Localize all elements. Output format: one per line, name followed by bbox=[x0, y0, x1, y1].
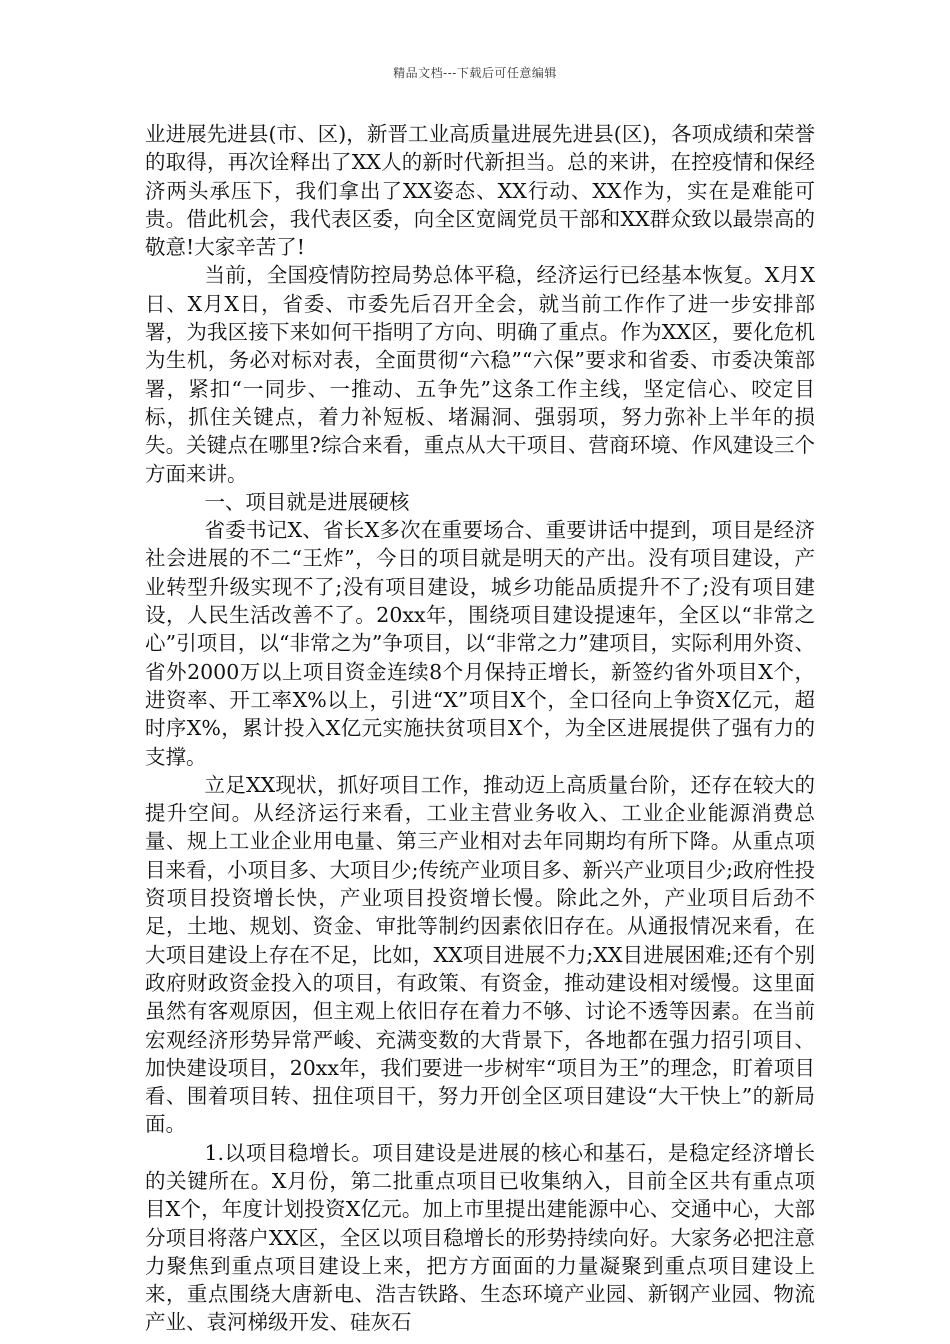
page-header: 精品文档---下载后可任意编辑 bbox=[393, 66, 557, 80]
document-body bbox=[145, 120, 815, 1337]
paragraph-2: 当前，全国疫情防控局势总体平稳，经济运行已经基本恢复。X月X日、X月X日，省委、市委先后召开全会，就当前工作作了进一步安排部署，为我区接下来如何干指明了方向、明确了重点。作为XX区，要化危机为生机，务必对标对表，全面贯彻“六稳”“六保”要求和省委、市委决策部署，紧扣“一同步、一推动、五争先”这条工作主线，坚定信心、咬定目标，抓住关键点，着力补短板、堵漏洞、强弱项，努力弥补上半年的损失。关键点在哪里?综合来看，重点从大干项目、营商环境、作风建设三个方面来讲。 bbox=[145, 263, 815, 486]
paragraph-1: 业进展先进县(市、区)，新晋工业高质量进展先进县(区)，各项成绩和荣誉的取得，再次诠释出了XX人的新时代新担当。总的来讲，在控疫情和保经济两头承压下，我们拿出了XX姿态、XX行动、XX作为，实在是难能可贵。借此机会，我代表区委，向全区宽阔党员干部和XX群众致以最崇高的敬意!大家辛苦了! bbox=[145, 122, 815, 260]
section-heading: 一、项目就是进展硬核 bbox=[204, 489, 410, 514]
paragraph-5: 1.以项目稳增长。项目建设是进展的核心和基石，是稳定经济增长的关键所在。X月份，第二批重点项目已收集纳入，目前全区共有重点项目X个，年度计划投资X亿元。加上市里提出建能源中心、交通中心，大部分项目将落户XX区，全区以项目稳增长的形势持续向好。大家务必把注意力聚焦到重点项目建设上来，把方方面面的力量凝聚到重点项目建设上来，重点围绕大唐新电、浩吉铁路、生态环境产业园、新钢产业园、物流产业、袁河梯级开发、硅灰石 bbox=[145, 1140, 815, 1335]
paragraph-4: 立足XX现状，抓好项目工作，推动迈上高质量台阶，还存在较大的提升空间。从经济运行来看，工业主营业务收入、工业企业能源消费总量、规上工业企业用电量、第三产业相对去年同期均有所下降。从重点项目来看，小项目多、大项目少;传统产业项目多、新兴产业项目少;政府性投资项目投资增长快，产业项目投资增长慢。除此之外，产业项目后劲不足，土地、规划、资金、审批等制约因素依旧存在。从通报情况来看，在大项目建设上存在不足，比如，XX项目进展不力;XX目进展困难;还有个别政府财政资金投入的项目，有政策、有资金，推动建设相对缓慢。这里面虽然有客观原因，但主观上依旧存在着力不够、讨论不透等因素。在当前宏观经济形势异常严峻、充满变数的大背景下，各地都在强力招引项目、加快建设项目，20xx年，我们要进一步树牢“项目为王”的理念，盯着项目看、围着项目转、扭住项目干，努力开创全区项目建设“大干快上”的新局面。 bbox=[145, 772, 815, 1137]
paragraph-3: 省委书记X、省长X多次在重要场合、重要讲话中提到，项目是经济社会进展的不二“王炸”，今日的项目就是明天的产出。没有项目建设，产业转型升级实现不了;没有项目建设，城乡功能品质提升不了;没有项目建设，人民生活改善不了。20xx年，围绕项目建设提速年，全区以“非常之心”引项目，以“非常之为”争项目，以“非常之力”建项目，实际利用外资、省外2000万以上项目资金连续8个月保持正增长，新签约省外项目X个，进资率、开工率X%以上，引进“X”项目X个，全口径向上争资X亿元，超时序X%，累计投入X亿元实施扶贫项目X个，为全区进展提供了强有力的支撑。 bbox=[145, 518, 815, 769]
